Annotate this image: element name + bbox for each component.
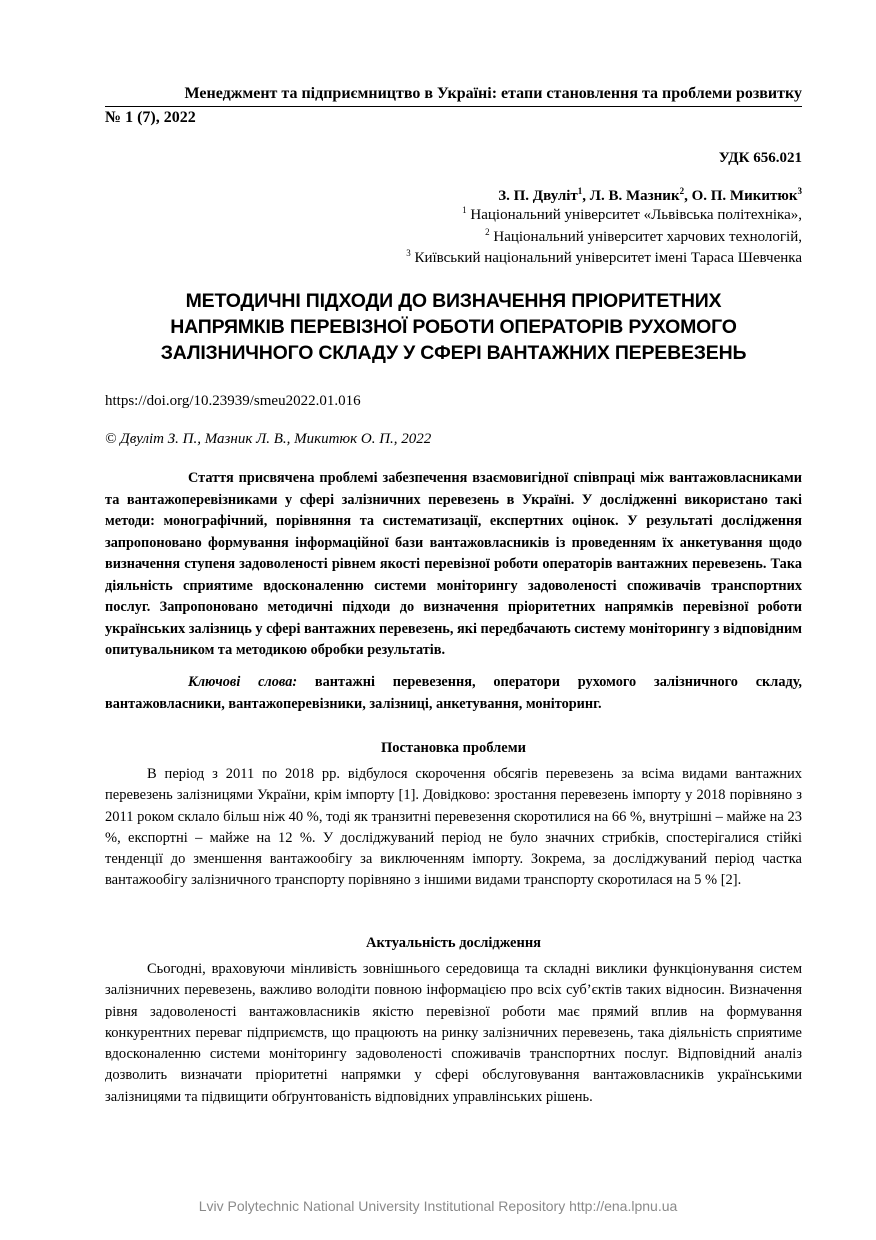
- section-body-problem: В період з 2011 по 2018 рр. відбулося скорочення обсягів перевезень за всіма видами вантажних перевезень залізницями України, крім імпорту [1]. Довідково: зростання перевезень імпорту у 2018 порівняно з 2011 роком склало більш ніж 40 %, тоді як транзитні перевезення скоротилися на 66 %, внутрішні – майже на 23 %, експортні – майже на 12 %. У досліджуваний період не було значних стрибків, спостерігалися стійкі тенденції до зменшення вантажообігу за виключенням імпорту. Зокрема, за досліджуваний період частка вантажообігу залізничного транспорту порівняно з іншими видами транспорту скоротилася на 5 % [2].: [105, 766, 802, 889]
- article-title-line: НАПРЯМКІВ ПЕРЕВІЗНОЇ РОБОТИ ОПЕРАТОРІВ РУХОМОГО: [170, 316, 737, 338]
- repository-footer: Lviv Polytechnic National University Institutional Repository http://ena.lpnu.ua: [198, 1198, 678, 1214]
- article-title: [105, 288, 802, 366]
- author-affiliation-mark: 2: [679, 186, 685, 196]
- author-list: З. П. Двуліт$^1$, Л. В. Мазник$^2$, О. П. Микитюк$^3$: [498, 186, 802, 204]
- affiliation-text: Національний університет «Львівська політехніка»,: [470, 207, 802, 223]
- section-heading-problem: Постановка проблеми: [381, 740, 526, 756]
- author-name: З. П. Двуліт: [498, 188, 578, 204]
- affiliation: [105, 248, 802, 270]
- article-title-line: МЕТОДИЧНІ ПІДХОДИ ДО ВИЗНАЧЕННЯ ПРІОРИТЕТНИХ: [185, 290, 722, 312]
- copyright-notice: © Двуліт З. П., Мазник Л. В., Микитюк О. П., 2022: [105, 431, 432, 447]
- affiliation-text: Київський національний університет імені Тараса Шевченка: [414, 250, 802, 266]
- section-body-relevance: Сьогодні, враховуючи мінливість зовнішнього середовища та складні виклики функціонування систем залізничних перевезень, важливо володіти повною інформацією про всіх суб’єктів таких відносин. Визначення рівня задоволеності вантажовласників якістю перевізної роботи має прямий вплив на формування конкурентних переваг підприємств, що працюють на ринку залізничних перевезень, така діяльність сприятиме вдосконаленню системи моніторингу задоволеності споживачів транспортних послуг. Відповідний аналіз дозволить визначати пріоритетні напрямки у сфері обслуговування вантажовласників українськими залізницями та підвищити обґрунтованість відповідних управлінських рішень.: [105, 961, 802, 1105]
- affiliation-mark: 2: [485, 226, 490, 237]
- keywords: [105, 672, 802, 715]
- affiliation: [105, 205, 802, 227]
- author-name: О. П. Микитюк: [691, 188, 798, 204]
- affiliation-text: Національний університет харчових технологій,: [493, 228, 802, 245]
- udc-code: УДК 656.021: [718, 150, 802, 166]
- author-affiliation-mark: 1: [577, 186, 583, 196]
- journal-title: Менеджмент та підприємництво в Україні: етапи становлення та проблеми розвитку: [184, 85, 802, 102]
- author-name: Л. В. Мазник: [589, 188, 680, 204]
- affiliation: [105, 227, 802, 249]
- affiliation-list: [105, 205, 802, 270]
- article-title-line: ЗАЛІЗНИЧНОГО СКЛАДУ У СФЕРІ ВАНТАЖНИХ ПЕРЕВЕЗЕНЬ: [160, 342, 747, 364]
- keywords-label: Ключові слова:: [188, 674, 298, 690]
- affiliation-mark: 1: [462, 205, 467, 215]
- issue-number: № 1 (7), 2022: [105, 109, 196, 126]
- header-divider: [105, 106, 802, 107]
- keywords-text: вантажні перевезення, оператори рухомого залізничного складу, вантажовласники, вантажоперевізники, залізниці, анкетування, моніторинг.: [105, 674, 802, 712]
- section-heading-relevance: Актуальність дослідження: [365, 935, 542, 951]
- abstract: Стаття присвячена проблемі забезпечення взаємовигідної співпраці між вантажовласниками та вантажоперевізниками у сфері залізничних перевезень в Україні. У дослідженні використано такі методи: монографічний, порівняння та систематизації, експертних оцінок. У результаті дослідження запропоновано формування інформаційної бази вантажовласників із проведенням їх анкетування щодо визначення ступеня задоволеності рівнем якості перевізної роботи операторів вантажних перевезень. Така діяльність сприятиме вдосконаленню системи моніторингу задоволеності споживачів транспортних послуг. Запропоновано методичні підходи до визначення пріоритетних напрямків перевізної роботи українських залізниць у сфері вантажних перевезень, які передбачають систему моніторингу з відповідним опитувальником та методикою обробки результатів.: [105, 470, 802, 658]
- affiliation-mark: 3: [406, 248, 411, 258]
- author-affiliation-mark: 3: [797, 186, 802, 196]
- doi-link[interactable]: https://doi.org/10.23939/smeu2022.01.016: [105, 393, 361, 409]
